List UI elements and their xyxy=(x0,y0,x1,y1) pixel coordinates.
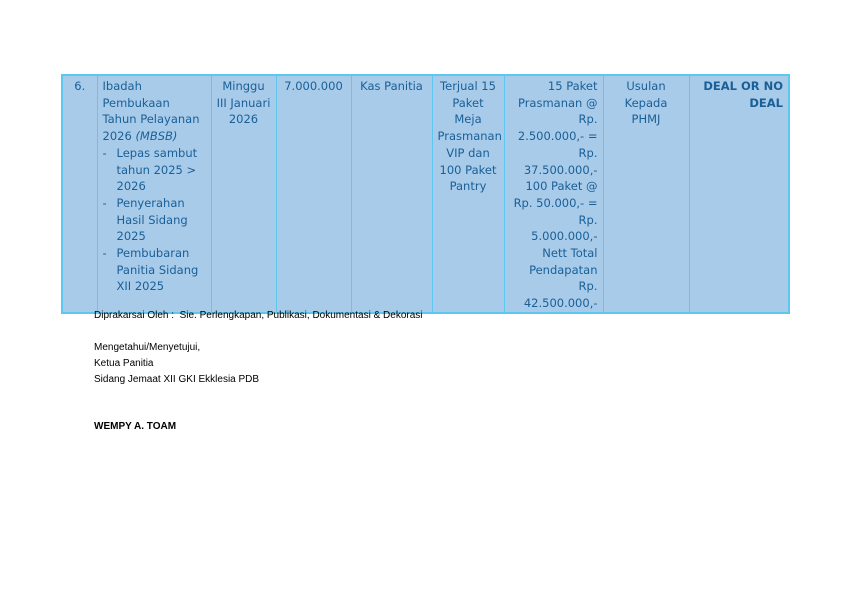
table-row xyxy=(62,75,789,313)
event-tag: (MBSB) xyxy=(135,129,178,144)
income-cell: 15 Paket Prasmanan @ Rp. 2.500.000,- = Rp. 37.500.000,- 100 Paket @ Rp. 50.000,- = Rp. 5.000.000,- Nett Total Pendapatan Rp. 42.500.000,- xyxy=(504,75,603,313)
sold-cell: Terjual 15 Paket Meja Prasmanan VIP dan 100 Paket Pantry xyxy=(432,75,504,313)
deal-cell: DEAL OR NO DEAL xyxy=(689,75,789,313)
activity-table xyxy=(61,74,790,314)
schedule-cell: Minggu III Januari 2026 xyxy=(211,75,276,313)
amount-cell: 7.000.000 xyxy=(276,75,351,313)
source-cell: Kas Panitia xyxy=(351,75,432,313)
initiated-label: Diprakarsai Oleh : xyxy=(94,310,175,321)
event-subitem: - Lepas sambut tahun 2025 > 2026 xyxy=(103,145,206,195)
approval-block xyxy=(94,340,259,388)
row-number: 6. xyxy=(62,75,97,313)
approval-line: Ketua Panitia xyxy=(94,358,154,369)
approval-line: Mengetahui/Menyetujui, xyxy=(94,342,201,353)
event-title: Ibadah Pembukaan Tahun Pelayanan 2026 xyxy=(102,79,200,144)
event-subitem: - Pembubaran Panitia Sidang XII 2025 xyxy=(103,245,206,295)
event-cell xyxy=(97,75,211,313)
initiated-value: Sie. Perlengkapan, Publikasi, Dokumentasi & Dekorasi xyxy=(179,310,423,321)
approval-line: Sidang Jemaat XII GKI Ekklesia PDB xyxy=(94,374,260,385)
signer-name: WEMPY A. TOAM xyxy=(94,421,177,432)
event-subitems xyxy=(103,145,206,295)
initiated-line xyxy=(94,308,423,324)
event-subitem: - Penyerahan Hasil Sidang 2025 xyxy=(103,195,206,245)
proposal-cell: Usulan Kepada PHMJ xyxy=(603,75,689,313)
